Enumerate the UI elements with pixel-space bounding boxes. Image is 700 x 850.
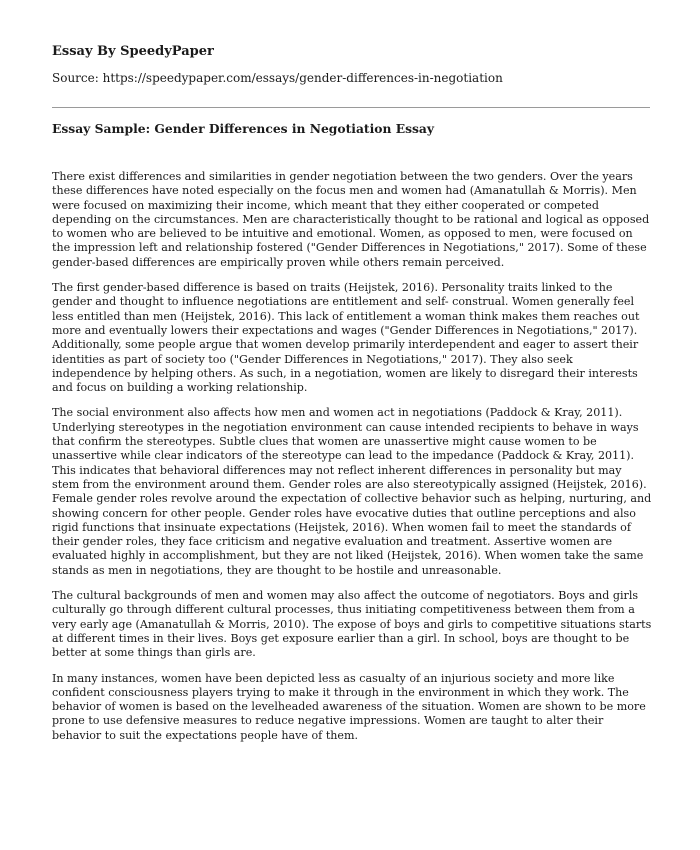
divider [52, 107, 650, 108]
essay-title: Essay Sample: Gender Differences in Negotiation Essay [52, 121, 435, 136]
paragraph-4: The cultural backgrounds of men and women may also affect the outcome of negotiators. Boys and girls culturally go through different cultural processes, thus initiating competitiveness between them from a very early age (Amanatullah & Morris, 2010). The expose of boys and girls to competitive situations starts at different times in their lives. Boys get exposure earlier than a girl. In school, boys are thought to be better at some things than girls are. [52, 589, 652, 660]
paragraph-2: The first gender-based difference is based on traits (Heijstek, 2016). Personality traits linked to the gender and thought to influence negotiations are entitlement and self- construal. Women generally feel less entitled than men (Heijstek, 2016). This lack of entitlement a woman think makes them reaches out more and eventually lowers their expectations and wages ("Gender Differences in Negotiations," 2017). Additionally, some people argue that women develop primarily interdependent and eager to assert their identities as part of society too ("Gender Differences in Negotiations," 2017). They also seek independence by helping others. As such, in a negotiation, women are likely to disregard their interests and focus on building a working relationship. [52, 281, 640, 395]
site-title: Essay By SpeedyPaper [52, 44, 214, 59]
paragraph-3: The social environment also affects how men and women act in negotiations (Paddock & Kray, 2011). Underlying stereotypes in the negotiation environment can cause intended recipients to behave in ways that confirm the stereotypes. Subtle clues that women are unassertive might cause women to be unassertive while clear indicators of the stereotype can lead to the impedance (Paddock & Kray, 2011). This indicates that behavioral differences may not reflect inherent differences in personality but may stem from the environment around them. Gender roles are also stereotypically assigned (Heijstek, 2016). Female gender roles revolve around the expectation of collective behavior such as helping, nurturing, and showing concern for other people. Gender roles have evocative duties that outline perceptions and also rigid functions that insinuate expectations (Heijstek, 2016). When women fail to meet the standards of their gender roles, they face criticism and negative evaluation and treatment. Assertive women are evaluated highly in accomplishment, but they are not liked (Heijstek, 2016). When women take the same stands as men in negotiations, they are thought to be hostile and unreasonable. [52, 406, 652, 577]
source-line: Source: https://speedypaper.com/essays/gender-differences-in-negotiation [52, 71, 503, 85]
paragraph-5: In many instances, women have been depicted less as casualty of an injurious society and more like confident consciousness players trying to make it through in the environment in which they work. The behavior of women is based on the levelheaded awareness of the situation. Women are shown to be more prone to use defensive measures to reduce negative impressions. Women are taught to alter their behavior to suit the expectations people have of them. [52, 671, 646, 742]
paragraph-1: There exist differences and similarities in gender negotiation between the two genders. Over the years these differences have noted especially on the focus men and women had (Amanatullah & Morris). Men were focused on maximizing their income, which meant that they either cooperated or competed depending on the circumstances. Men are characteristically thought to be rational and logical as opposed to women who are believed to be intuitive and emotional. Women, as opposed to men, were focused on the impression left and relationship fostered ("Gender Differences in Negotiations," 2017). Some of these gender-based differences are empirically proven while others remain perceived. [52, 170, 650, 269]
essay-body [52, 170, 652, 754]
